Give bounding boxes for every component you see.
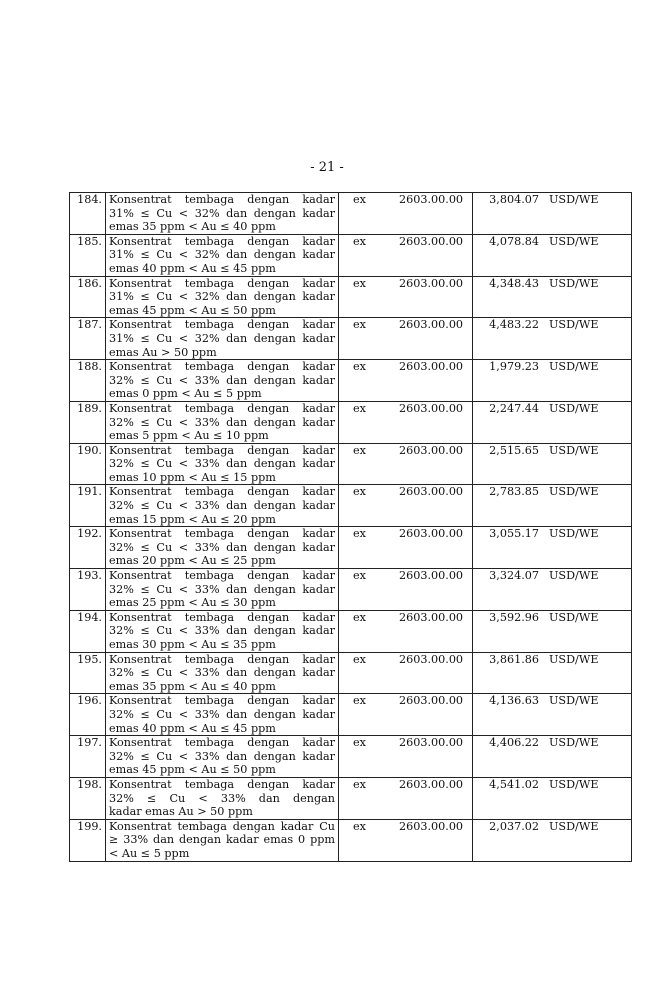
- description-line: Konsentrat tembaga dengan kadar: [109, 443, 335, 457]
- price-cell: [473, 652, 632, 694]
- hs-code: 2603.00.00: [399, 193, 464, 206]
- price-value: 4,136.63: [489, 694, 539, 708]
- row-number: 185.: [70, 234, 106, 276]
- hs-code: 2603.00.00: [399, 234, 464, 248]
- row-number: 184.: [70, 193, 106, 235]
- ex-marker: ex: [353, 777, 366, 791]
- description-line: Konsentrat tembaga dengan kadar: [109, 193, 335, 206]
- hs-code: 2603.00.00: [399, 777, 464, 791]
- hs-code: 2603.00.00: [399, 569, 464, 583]
- description-line: 32% ≤ Cu < 33% dan dengan kadar: [109, 457, 335, 471]
- item-description: [106, 527, 339, 569]
- price-cell: [473, 736, 632, 778]
- table-row: [70, 360, 632, 402]
- tariff-table-body: [70, 193, 632, 862]
- description-line: Konsentrat tembaga dengan kadar: [109, 777, 335, 791]
- item-description: [106, 193, 339, 235]
- row-number: 193.: [70, 569, 106, 611]
- price-value: 3,861.86: [489, 652, 539, 666]
- ex-marker: ex: [353, 276, 366, 290]
- price-value: 4,541.02: [489, 777, 539, 791]
- price-unit: USD/WE: [549, 819, 599, 833]
- price-cell: [473, 193, 632, 235]
- hs-code-cell: [339, 527, 473, 569]
- description-line: Konsentrat tembaga dengan kadar: [109, 401, 335, 415]
- item-description: [106, 318, 339, 360]
- ex-marker: ex: [353, 527, 366, 541]
- table-row: [70, 443, 632, 485]
- hs-code-cell: [339, 777, 473, 819]
- price-unit: USD/WE: [549, 736, 599, 750]
- row-number: 194.: [70, 610, 106, 652]
- hs-code: 2603.00.00: [399, 360, 464, 374]
- description-line: emas Au > 50 ppm: [109, 345, 217, 359]
- row-number: 191.: [70, 485, 106, 527]
- item-description: [106, 652, 339, 694]
- ex-marker: ex: [353, 819, 366, 833]
- ex-marker: ex: [353, 694, 366, 708]
- price-value: 2,783.85: [489, 485, 539, 499]
- price-cell: [473, 360, 632, 402]
- description-line: emas 10 ppm < Au ≤ 15 ppm: [109, 470, 276, 484]
- description-line: ≥ 33% dan dengan kadar emas 0 ppm: [109, 833, 335, 847]
- price-value: 4,406.22: [489, 736, 539, 750]
- table-row: [70, 234, 632, 276]
- row-number: 187.: [70, 318, 106, 360]
- price-cell: [473, 527, 632, 569]
- description-line: 31% ≤ Cu < 32% dan dengan kadar: [109, 331, 335, 345]
- item-description: [106, 610, 339, 652]
- hs-code: 2603.00.00: [399, 276, 464, 290]
- price-cell: [473, 443, 632, 485]
- price-unit: USD/WE: [549, 610, 599, 624]
- row-number: 189.: [70, 401, 106, 443]
- ex-marker: ex: [353, 360, 366, 374]
- item-description: [106, 694, 339, 736]
- ex-marker: ex: [353, 569, 366, 583]
- price-value: 2,515.65: [489, 443, 539, 457]
- hs-code: 2603.00.00: [399, 736, 464, 750]
- ex-marker: ex: [353, 610, 366, 624]
- hs-code: 2603.00.00: [399, 819, 464, 833]
- item-description: [106, 569, 339, 611]
- row-number: 192.: [70, 527, 106, 569]
- price-cell: [473, 777, 632, 819]
- price-unit: USD/WE: [549, 276, 599, 290]
- item-description: [106, 819, 339, 861]
- description-line: 32% ≤ Cu < 33% dan dengan: [109, 791, 335, 805]
- description-line: 31% ≤ Cu < 32% dan dengan kadar: [109, 290, 335, 304]
- ex-marker: ex: [353, 318, 366, 332]
- price-unit: USD/WE: [549, 360, 599, 374]
- price-cell: [473, 485, 632, 527]
- description-line: 31% ≤ Cu < 32% dan dengan kadar: [109, 248, 335, 262]
- description-line: emas 45 ppm < Au ≤ 50 ppm: [109, 303, 276, 317]
- hs-code: 2603.00.00: [399, 443, 464, 457]
- hs-code-cell: [339, 569, 473, 611]
- item-description: [106, 234, 339, 276]
- hs-code-cell: [339, 276, 473, 318]
- row-number: 197.: [70, 736, 106, 778]
- ex-marker: ex: [353, 652, 366, 666]
- row-number: 190.: [70, 443, 106, 485]
- item-description: [106, 485, 339, 527]
- description-line: emas 0 ppm < Au ≤ 5 ppm: [109, 387, 262, 401]
- description-line: emas 30 ppm < Au ≤ 35 ppm: [109, 638, 276, 651]
- description-line: 32% ≤ Cu < 33% dan dengan kadar: [109, 582, 335, 596]
- price-cell: [473, 234, 632, 276]
- hs-code-cell: [339, 318, 473, 360]
- price-unit: USD/WE: [549, 193, 599, 206]
- ex-marker: ex: [353, 234, 366, 248]
- price-unit: USD/WE: [549, 401, 599, 415]
- price-value: 3,804.07: [489, 193, 539, 206]
- description-line: 31% ≤ Cu < 32% dan dengan kadar: [109, 206, 335, 220]
- hs-code: 2603.00.00: [399, 610, 464, 624]
- price-unit: USD/WE: [549, 569, 599, 583]
- price-unit: USD/WE: [549, 318, 599, 332]
- hs-code-cell: [339, 694, 473, 736]
- price-value: 4,348.43: [489, 276, 539, 290]
- item-description: [106, 777, 339, 819]
- price-unit: USD/WE: [549, 485, 599, 499]
- description-line: Konsentrat tembaga dengan kadar: [109, 276, 335, 290]
- price-value: 2,037.02: [489, 819, 539, 833]
- table-row: [70, 527, 632, 569]
- price-cell: [473, 819, 632, 861]
- table-row: [70, 610, 632, 652]
- description-line: emas 35 ppm < Au ≤ 40 ppm: [109, 679, 276, 693]
- hs-code: 2603.00.00: [399, 527, 464, 541]
- price-value: 3,592.96: [489, 610, 539, 624]
- page-number: - 21 -: [310, 160, 344, 175]
- hs-code-cell: [339, 193, 473, 235]
- item-description: [106, 736, 339, 778]
- description-line: emas 40 ppm < Au ≤ 45 ppm: [109, 721, 276, 735]
- row-number: 186.: [70, 276, 106, 318]
- table-row: [70, 485, 632, 527]
- table-row: [70, 652, 632, 694]
- description-line: Konsentrat tembaga dengan kadar: [109, 610, 335, 624]
- description-line: 32% ≤ Cu < 33% dan dengan kadar: [109, 373, 335, 387]
- description-line: 32% ≤ Cu < 33% dan dengan kadar: [109, 624, 335, 638]
- item-description: [106, 443, 339, 485]
- row-number: 198.: [70, 777, 106, 819]
- price-value: 4,078.84: [489, 234, 539, 248]
- price-cell: [473, 569, 632, 611]
- price-value: 2,247.44: [489, 401, 539, 415]
- hs-code-cell: [339, 485, 473, 527]
- description-line: Konsentrat tembaga dengan kadar: [109, 736, 335, 750]
- hs-code-cell: [339, 652, 473, 694]
- description-line: Konsentrat tembaga dengan kadar Cu: [109, 819, 335, 833]
- price-value: 3,055.17: [489, 527, 539, 541]
- table-row: [70, 569, 632, 611]
- price-value: 3,324.07: [489, 569, 539, 583]
- item-description: [106, 360, 339, 402]
- row-number: 199.: [70, 819, 106, 861]
- description-line: 32% ≤ Cu < 33% dan dengan kadar: [109, 749, 335, 763]
- price-unit: USD/WE: [549, 777, 599, 791]
- item-description: [106, 401, 339, 443]
- hs-code: 2603.00.00: [399, 652, 464, 666]
- table-row: [70, 318, 632, 360]
- description-line: Konsentrat tembaga dengan kadar: [109, 652, 335, 666]
- row-number: 195.: [70, 652, 106, 694]
- price-unit: USD/WE: [549, 527, 599, 541]
- description-line: Konsentrat tembaga dengan kadar: [109, 485, 335, 499]
- table-row: [70, 819, 632, 861]
- description-line: Konsentrat tembaga dengan kadar: [109, 234, 335, 248]
- ex-marker: ex: [353, 736, 366, 750]
- table-row: [70, 401, 632, 443]
- ex-marker: ex: [353, 443, 366, 457]
- price-cell: [473, 276, 632, 318]
- hs-code: 2603.00.00: [399, 694, 464, 708]
- description-line: emas 25 ppm < Au ≤ 30 ppm: [109, 596, 276, 610]
- row-number: 188.: [70, 360, 106, 402]
- description-line: emas 5 ppm < Au ≤ 10 ppm: [109, 429, 269, 443]
- description-line: 32% ≤ Cu < 33% dan dengan kadar: [109, 707, 335, 721]
- price-unit: USD/WE: [549, 694, 599, 708]
- description-line: 32% ≤ Cu < 33% dan dengan kadar: [109, 540, 335, 554]
- price-value: 4,483.22: [489, 318, 539, 332]
- ex-marker: ex: [353, 485, 366, 499]
- hs-code-cell: [339, 819, 473, 861]
- hs-code: 2603.00.00: [399, 318, 464, 332]
- description-line: Konsentrat tembaga dengan kadar: [109, 694, 335, 708]
- description-line: Konsentrat tembaga dengan kadar: [109, 318, 335, 332]
- hs-code: 2603.00.00: [399, 485, 464, 499]
- ex-marker: ex: [353, 193, 366, 206]
- price-cell: [473, 401, 632, 443]
- description-line: emas 40 ppm < Au ≤ 45 ppm: [109, 261, 276, 275]
- price-unit: USD/WE: [549, 443, 599, 457]
- ex-marker: ex: [353, 401, 366, 415]
- hs-code-cell: [339, 401, 473, 443]
- description-line: 32% ≤ Cu < 33% dan dengan kadar: [109, 666, 335, 680]
- table-row: [70, 193, 632, 235]
- price-unit: USD/WE: [549, 234, 599, 248]
- description-line: 32% ≤ Cu < 33% dan dengan kadar: [109, 415, 335, 429]
- description-line: emas 20 ppm < Au ≤ 25 ppm: [109, 554, 276, 568]
- table-row: [70, 694, 632, 736]
- description-line: emas 45 ppm < Au ≤ 50 ppm: [109, 763, 276, 777]
- price-cell: [473, 610, 632, 652]
- price-cell: [473, 318, 632, 360]
- price-value: 1,979.23: [489, 360, 539, 374]
- hs-code-cell: [339, 360, 473, 402]
- description-line: emas 15 ppm < Au ≤ 20 ppm: [109, 512, 276, 526]
- table-row: [70, 777, 632, 819]
- hs-code-cell: [339, 234, 473, 276]
- description-line: < Au ≤ 5 ppm: [109, 846, 190, 860]
- hs-code-cell: [339, 736, 473, 778]
- hs-code: 2603.00.00: [399, 401, 464, 415]
- price-unit: USD/WE: [549, 652, 599, 666]
- description-line: emas 35 ppm < Au ≤ 40 ppm: [109, 220, 276, 234]
- hs-code-cell: [339, 610, 473, 652]
- table-row: [70, 736, 632, 778]
- description-line: kadar emas Au > 50 ppm: [109, 805, 253, 819]
- description-line: Konsentrat tembaga dengan kadar: [109, 527, 335, 541]
- description-line: Konsentrat tembaga dengan kadar: [109, 569, 335, 583]
- tariff-table: [69, 192, 632, 862]
- table-row: [70, 276, 632, 318]
- hs-code-cell: [339, 443, 473, 485]
- description-line: Konsentrat tembaga dengan kadar: [109, 360, 335, 374]
- price-cell: [473, 694, 632, 736]
- item-description: [106, 276, 339, 318]
- description-line: 32% ≤ Cu < 33% dan dengan kadar: [109, 499, 335, 513]
- row-number: 196.: [70, 694, 106, 736]
